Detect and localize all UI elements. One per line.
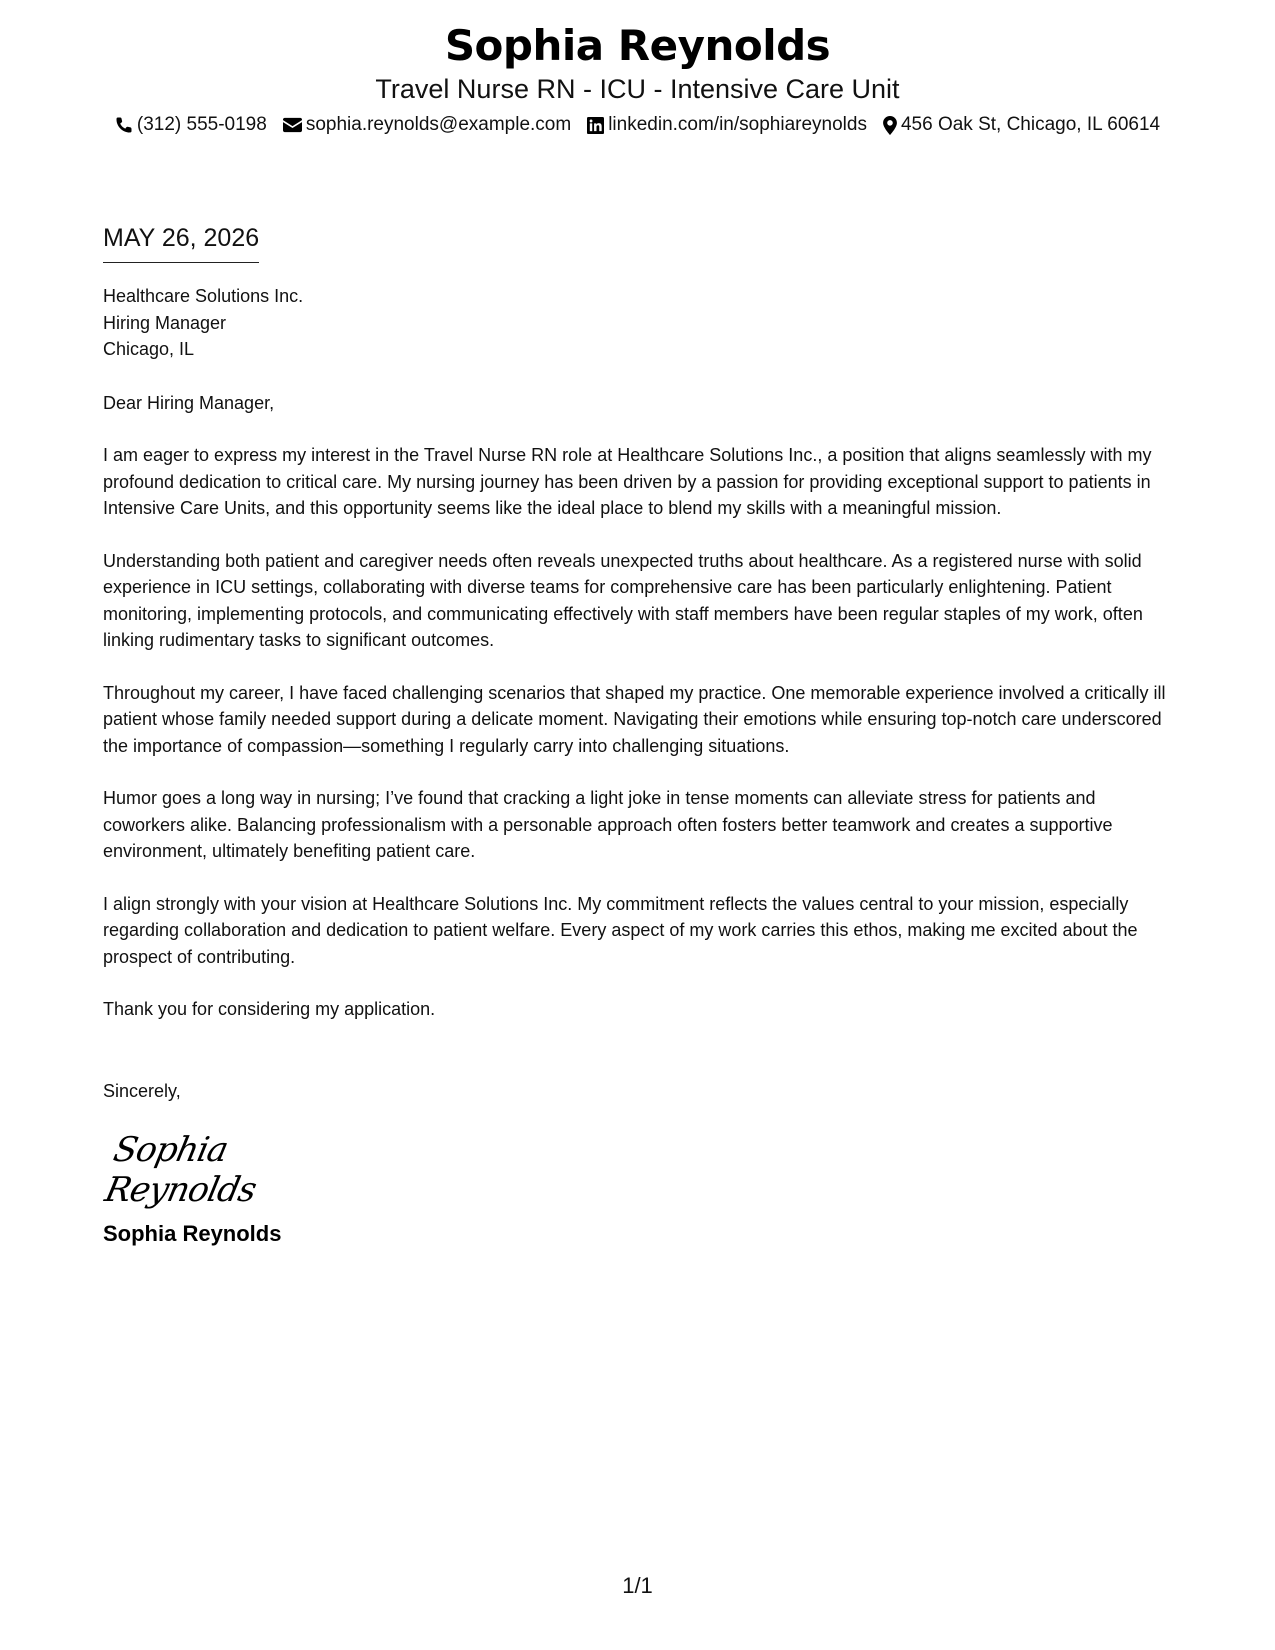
paragraph-5: I align strongly with your vision at Healthcare Solutions Inc. My commitment reflects the values central to your mission, especially regarding collaboration and dedication to patient welfare. Every aspect of my work carries this ethos, making me excited about the prospect of contributing. [103,893,1138,967]
letter-date-block [103,222,259,263]
recipient-company: Healthcare Solutions Inc. [103,286,304,306]
recipient-role: Hiring Manager [103,312,227,333]
contact-linkedin [587,112,867,138]
contact-email [283,112,571,138]
handwritten-signature [101,1130,360,1210]
applicant-name: Sophia Reynolds [444,21,831,70]
paragraph-2: Understanding both patient and caregiver needs often reveals unexpected truths about healthcare. As a registered nurse with solid experience in ICU settings, collaborating with diverse teams for comprehensive care has been particularly enlightening. Patient monitoring, implementing protocols, and communicating effectively with staff members have been regular staples of my work, often linking rudimentary tasks to significant outcomes. [103,550,1143,650]
signer-name: Sophia Reynolds [103,1221,282,1246]
contact-phone [115,112,267,138]
greeting: Dear Hiring Manager, [103,392,275,413]
letter-header [0,20,1275,138]
linkedin-link[interactable]: linkedin.com/in/sophiareynolds [608,114,867,135]
closing-salutation: Sincerely, [103,1081,181,1101]
paragraph-6: Thank you for considering my application. [103,999,436,1019]
contact-address [883,112,1160,138]
phone-icon [115,116,133,134]
address-text: 456 Oak St, Chicago, IL 60614 [900,114,1161,135]
paragraph-4: Humor goes a long way in nursing; I’ve found that cracking a light joke in tense moments can alleviate stress for patients and coworkers alike. Balancing professionalism with a personable approach often fosters better teamwork and creates a supportive environment, ultimately benefiting patient care. [103,788,1113,861]
job-title: Travel Nurse RN - ICU - Intensive Care Unit [375,74,900,104]
page-number: 1/1 [622,1573,653,1598]
paragraph-1: I am eager to express my interest in the Travel Nurse RN role at Healthcare Solutions Inc., a position that aligns seamlessly with my profound dedication to critical care. My nursing journey has been driven by a passion for providing exceptional support to patients in Intensive Care Units, and this opportunity seems like the ideal place to blend my skills with a meaningful mission. [103,445,1152,518]
recipient-location: Chicago, IL [103,339,195,359]
contact-info [0,112,1275,138]
letter-date: MAY 26, 2026 [103,222,259,263]
email-link[interactable]: sophia.reynolds@example.com [305,114,572,135]
linkedin-icon [587,117,604,134]
signature-text: Sophia Reynolds [101,1130,260,1210]
letter-body [103,283,1178,1023]
paragraph-3: Throughout my career, I have faced challenging scenarios that shaped my practice. One memorable experience involved a critically ill patient whose family needed support during a delicate moment. Navigating their emotions while ensuring top-notch care underscored the importance of compassion—something I regularly carry into challenging situations. [103,682,1166,756]
map-marker-icon [883,116,897,135]
envelope-icon [283,117,302,133]
recipient-block [103,283,1178,363]
phone-text: (312) 555-0198 [136,114,267,135]
